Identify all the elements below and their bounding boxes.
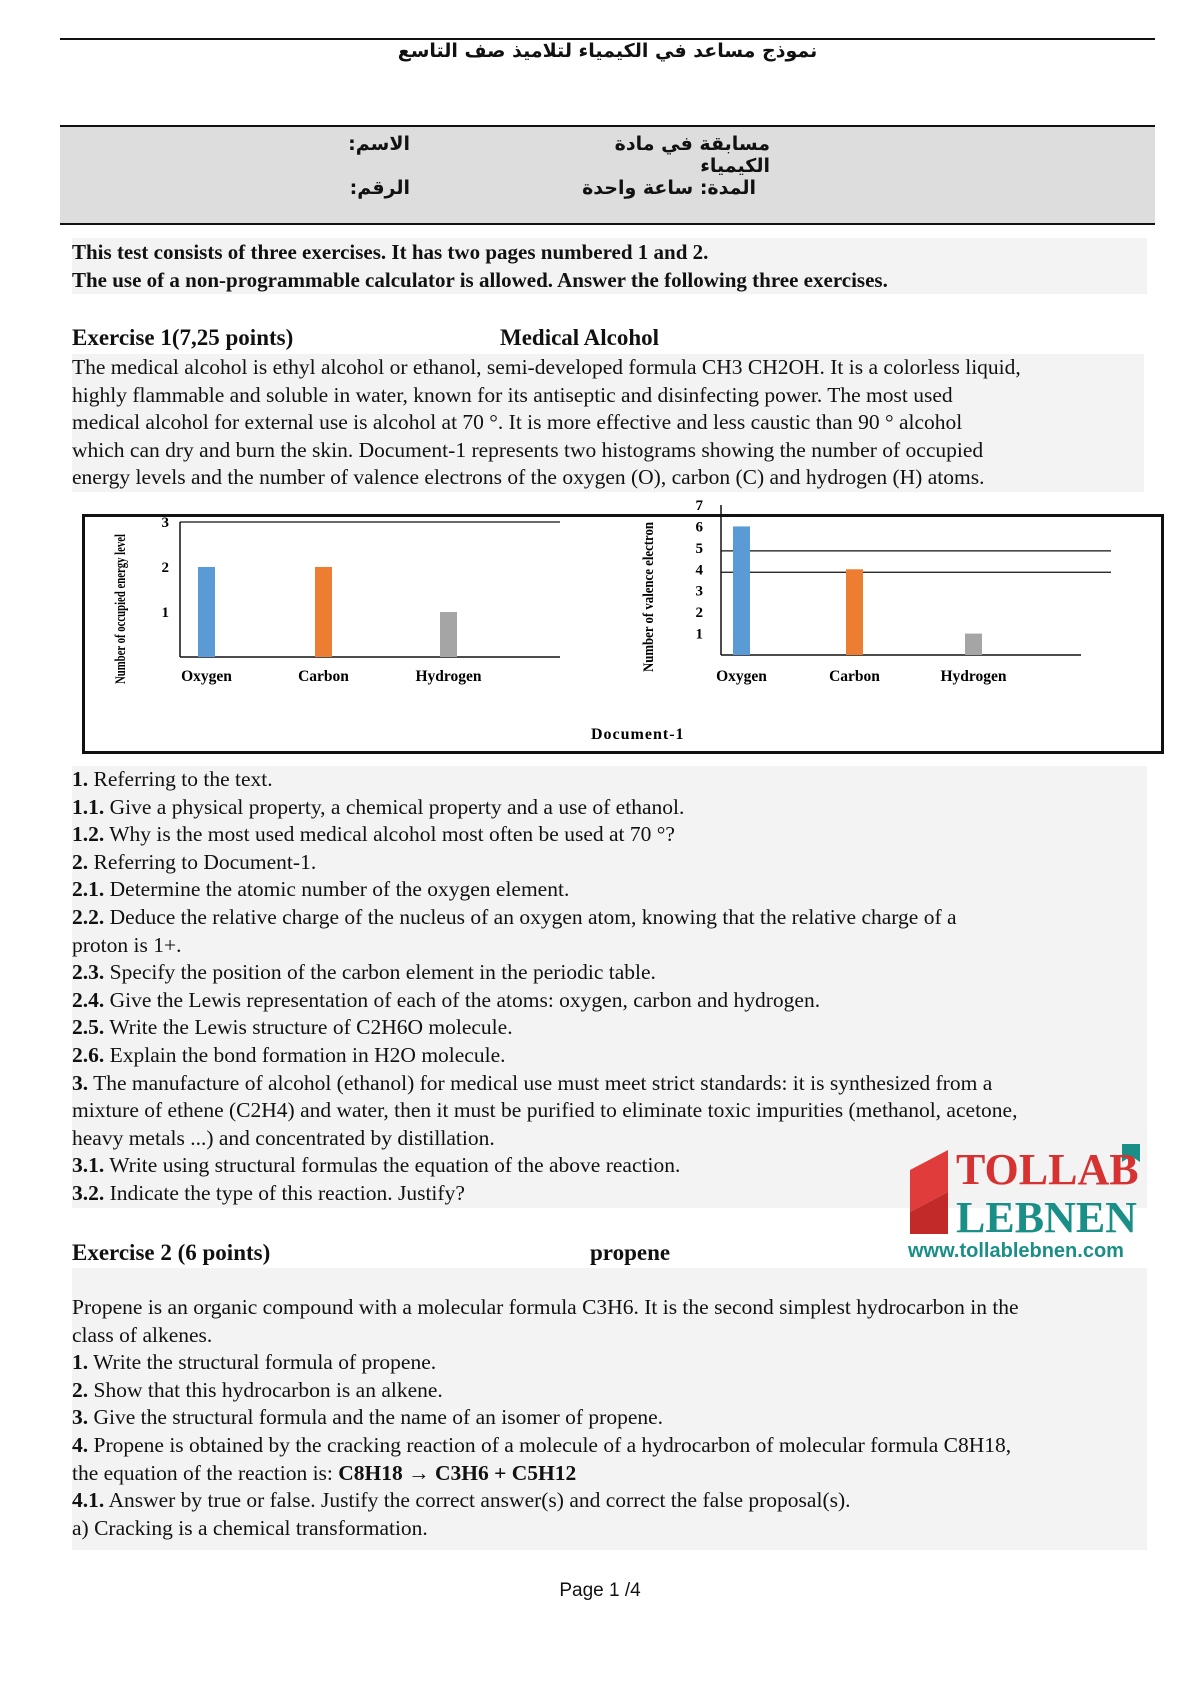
question-number: 2. [72,1377,89,1402]
chart-tick-label: 1 [161,605,169,621]
question-line [72,1097,1147,1125]
question-line [72,1432,1147,1460]
exercise2-topic: propene [590,1240,671,1265]
page-number: Page 1 /4 [559,1580,641,1601]
instructions-line: This test consists of three exercises. It has two pages numbered 1 and 2. [72,240,709,264]
question-number: 1. [72,767,89,791]
question-line [72,1404,1147,1432]
question-text: The manufacture of alcohol (ethanol) for medical use must meet strict standards: it is synthesized from a [88,1070,993,1095]
question-line [72,932,1147,960]
chart-tick-label: 6 [695,519,703,536]
chart-category-label: Carbon [298,668,349,685]
exercise2-body [72,1268,1147,1550]
chart-bar-oxygen [733,526,750,655]
question-text: Answer by true or false. Justify the correct answer(s) and correct the false proposal(s). [104,1488,851,1513]
question-line [72,821,1147,849]
question-line [72,1349,1147,1377]
chart-y-axis-label: Number of occupied energy level [113,481,129,684]
question-number: 1.1. [72,794,105,819]
brand-website: www.tollablebnen.com [908,1240,1124,1262]
question-text: a) Cracking is a chemical transformation. [72,1515,428,1540]
question-number: 3. [72,1070,89,1095]
document-1-charts [85,481,1161,751]
question-text: Determine the atomic number of the oxygen element. [104,877,570,902]
question-text: Show that this hydrocarbon is an alkene. [88,1377,443,1402]
question-text: Explain the bond formation in H2O molecule. [104,1042,506,1067]
question-text: Give a physical property, a chemical property and a use of ethanol. [104,794,685,819]
question-number: 2.5. [72,1015,105,1040]
question-line [72,1515,1147,1543]
chart-category-label: Carbon [829,668,880,685]
chart-tick-label: 3 [695,583,703,600]
question-number: 1.2. [72,822,105,847]
instructions [72,238,1147,294]
exercise1-heading: Exercise 1(7,25 points) [72,325,294,350]
duration-label: المدة: ساعة واحدة [582,177,756,199]
question-number: 3.1. [72,1153,105,1178]
exercise2-text-line: class of alkenes. [72,1322,213,1347]
question-text: Indicate the type of this reaction. Justify? [104,1180,465,1205]
exercise2-heading: Exercise 2 (6 points) [72,1240,271,1265]
chart-bar-hydrogen [440,612,457,657]
question-text: Give the structural formula and the name of an isomer of propene. [88,1405,664,1430]
chart-bar-carbon [846,569,863,655]
brand-line-1: TOLLAB [956,1145,1139,1194]
question-text: Why is the most used medical alcohol most often be used at 70 °? [104,822,675,847]
chart-y-axis-label: Number of valence electron [641,502,657,672]
exercise2-text-line: Propene is an organic compound with a molecular formula C3H6. It is the second simplest hydrocarbon in the [72,1295,1019,1319]
question-text: the equation of the reaction is: [72,1460,339,1485]
question-text: Referring to the text. [88,767,273,791]
student-info-box [60,125,1155,225]
question-number: 3.2. [72,1180,105,1205]
question-text: Specify the position of the carbon element in the periodic table. [104,960,656,985]
name-label: الاسم: [348,133,410,155]
brand-line-2: LEBNEN [956,1193,1137,1242]
chart-bar-carbon [315,567,332,657]
question-text: heavy metals ...) and concentrated by distillation. [72,1125,495,1150]
exercise1-text-line: which can dry and burn the skin. Document-1 represents two histograms showing the number of occupied [72,437,984,462]
document-1-figure [82,481,1164,754]
tollab-lebnen-logo [908,1142,1176,1242]
question-text: Write the Lewis structure of C2H6O molecule. [104,1015,513,1040]
chart-tick-label: 2 [695,605,703,622]
question-number: 2.1. [72,877,105,902]
question-number: 2.3. [72,960,105,985]
question-line [72,1460,1147,1488]
chart-tick-label: 3 [161,515,169,531]
question-line [72,1042,1147,1070]
chart-bar-hydrogen [965,634,982,655]
question-text: Write using structural formulas the equation of the above reaction. [104,1153,681,1178]
question-line [72,1487,1147,1515]
chart-tick-label: 5 [695,540,703,557]
question-number: 3. [72,1405,89,1430]
exercise1-text-line: medical alcohol for external use is alcohol at 70 °. It is more effective and less caustic than 90 ° alcohol [72,410,963,435]
question-text: Write the structural formula of propene. [88,1350,437,1375]
question-number: 4. [72,1432,89,1457]
question-text: Deduce the relative charge of the nucleus of an oxygen atom, knowing that the relative charge of a [104,904,957,929]
exercise1-text-line: highly flammable and soluble in water, known for its antiseptic and disinfecting power. The most used [72,382,953,407]
question-number: 2.6. [72,1042,105,1067]
question-number: 2.2. [72,904,105,929]
chart-tick-label: 2 [161,560,169,576]
question-line [72,876,1147,904]
question-line [72,987,1147,1015]
number-label: الرقم: [349,177,410,199]
chart-bar-oxygen [198,567,215,657]
exercise2-text [72,1294,1147,1349]
question-number: 4.1. [72,1488,105,1513]
chart-category-label: Oxygen [716,668,767,685]
chart-category-label: Hydrogen [415,668,482,685]
question-line [72,1070,1147,1098]
chart-tick-label: 4 [695,562,703,579]
question-line [72,904,1147,932]
question-number: 1. [72,1350,89,1375]
question-line [72,766,1147,794]
exercise2-questions [72,1349,1147,1542]
chart-caption: Document-1 [591,726,685,743]
question-line [72,1377,1147,1405]
chart-tick-label: 7 [695,498,703,514]
question-text: Give the Lewis representation of each of the atoms: oxygen, carbon and hydrogen. [104,987,821,1012]
instructions-line: The use of a non-programmable calculator is allowed. Answer the following three exercises. [72,268,888,292]
question-text: Referring to Document-1. [88,849,317,874]
exercise1-text-line: energy levels and the number of valence electrons of the oxygen (O), carbon (C) and hydrogen (H) atoms. [72,465,985,490]
question-text: proton is 1+. [72,932,182,957]
book-logo-icon [908,1142,1176,1242]
question-number: 2. [72,849,89,874]
chart-category-label: Oxygen [181,668,232,685]
question-line [72,959,1147,987]
exercise1-text-line: The medical alcohol is ethyl alcohol or ethanol, semi-developed formula CH3 CH2OH. It is a colorless liquid, [72,355,1021,379]
question-text: Propene is obtained by the cracking reaction of a molecule of a hydrocarbon of molecular formula C8H18, [88,1432,1012,1457]
contest-title: مسابقة في مادة الكيمياء [614,133,770,177]
question-text: mixture of ethene (C2H4) and water, then it must be purified to eliminate toxic impurities (methanol, acetone, [72,1098,1018,1123]
exercise1-topic: Medical Alcohol [500,325,660,350]
chart-tick-label: 1 [695,626,703,643]
chart-category-label: Hydrogen [940,668,1007,685]
question-number: 2.4. [72,987,105,1012]
reaction-equation: C8H18 → C3H6 + C5H12 [338,1460,577,1485]
question-line [72,794,1147,822]
question-line [72,1014,1147,1042]
exercise1-text [72,354,1144,492]
page-header-title: نموذج مساعد في الكيمياء لتلاميذ صف التاسع [397,40,818,62]
question-line [72,849,1147,877]
